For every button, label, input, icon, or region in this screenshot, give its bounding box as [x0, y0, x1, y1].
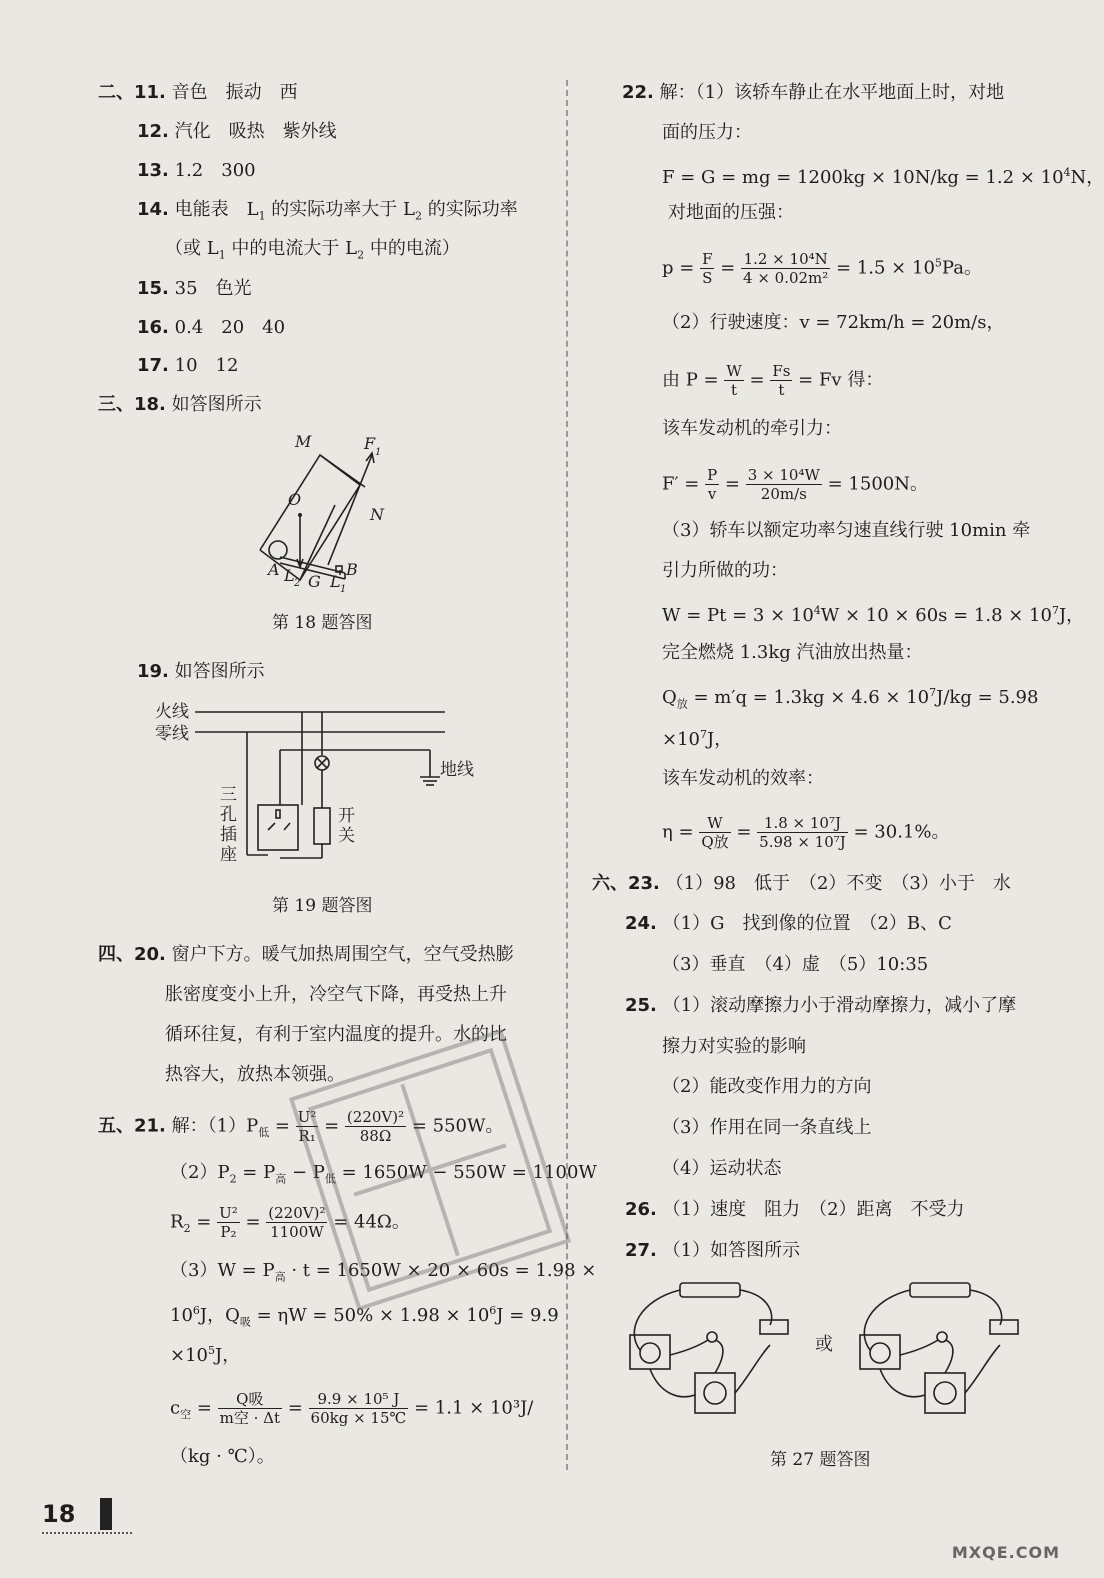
answer-22-line8: 该车发动机的牵引力：: [662, 418, 842, 439]
answer-27: 27. （1）如答图所示: [625, 1240, 801, 1261]
answer-20: 四、20. 窗户下方。暖气加热周围空气，空气受热膨: [98, 944, 514, 965]
label-F1: F: [364, 434, 376, 453]
label-ground-wire: 地线: [440, 760, 474, 780]
answer-26: 26. （1）速度 阻力 （2）距离 不受力: [625, 1199, 965, 1220]
site-watermark: [900, 1500, 1070, 1570]
answer-22-line15: $\times 10^7J$，: [662, 728, 733, 750]
page-number: 18: [42, 1500, 76, 1528]
label-neutral-wire: 零线: [155, 724, 189, 744]
answer-21-line5: $10^6J$，$Q_吸 = \eta W = 50\% \times 1.98 \times 10^6J = 9.9$: [170, 1304, 559, 1329]
answer-22-line4: 对地面的压强：: [668, 202, 794, 223]
answer-19: 19. 如答图所示: [137, 661, 265, 682]
label-socket-3: 插: [220, 825, 237, 845]
page-dots: [42, 1532, 132, 1534]
answer-16: 16. 0.4 20 40: [137, 317, 286, 338]
fig19-circuit-diagram: [150, 695, 480, 885]
answer-24-line2: （3）垂直 （4）虚 （5）10:35: [662, 954, 929, 975]
answer-22-line7: 由 P = $\frac{W}{t}$ = $\frac{Fs}{t}$ = Fv 得：: [662, 362, 884, 399]
answer-21-line4: $(3)W = P_高 \cdot t = 1650W \times 20 \times 60s = 1.98$ ×: [170, 1260, 597, 1284]
label-N: N: [370, 505, 384, 524]
answer-24: 24. （1）G 找到像的位置 （2）B、C: [625, 913, 952, 934]
label-L2-sub: 2: [294, 578, 301, 589]
answer-18: 三、18. 如答图所示: [98, 394, 262, 415]
answer-22-line12: $W = Pt = 3 \times 10^4W \times 10 \times 60s = 1.8 \times 10^7J$，: [662, 604, 1085, 626]
label-socket-1: 三: [220, 785, 237, 805]
watermark-url: MXQE.COM: [951, 1543, 1060, 1562]
answer-22-line17: η = $\frac{W}{\text{Q放}}$ = $\frac{\text{1.8 × 10⁷J}}{\text{5.98 × 10⁷J}}$ = 30.1%。: [662, 814, 950, 851]
answer-22-line10: （3）轿车以额定功率匀速直线行驶 10min 牵: [662, 520, 1031, 541]
answer-12: 12. 汽化 吸热 紫外线: [137, 121, 337, 142]
answer-25-line3: （2）能改变作用力的方向: [662, 1076, 872, 1097]
answer-22-line14: $Q_放 = m'q = 1.3kg \times 4.6 \times 10^7J/kg = 5.98$: [662, 686, 1039, 711]
fig27-caption: 第 27 题答图: [770, 1450, 871, 1470]
answer-22-line3: F = G = mg = $1200kg \times 10N/kg = 1.2 \times 10^4N$，: [662, 166, 1104, 188]
answer-20-line2: 胀密度变小上升，冷空气下降，再受热上升: [165, 984, 507, 1005]
label-L2: L: [284, 566, 295, 585]
label-L1-sub: 1: [340, 584, 347, 595]
answer-22-line9: F′ = $\frac{P}{v}$ = $\frac{\text{3 × 10⁴W}}{20m/s}$ = 1500N。: [662, 466, 928, 503]
label-L1: L: [330, 572, 341, 591]
fig27-circuit-diagrams: [620, 1275, 1040, 1440]
answer-21-line7: $c_空$ = $\frac{\text{Q吸}}{\text{m空 · Δt}}$ = $\frac{\text{9.9 × 10⁵ J}}{60kg \times 15℃}$ = 1.1 × 10³J/: [170, 1390, 534, 1427]
answer-13: 13. 1.2 300: [137, 160, 256, 181]
answer-17: 17. 10 12: [137, 355, 239, 376]
answer-22-line6: （2）行驶速度：v = 72km/h = 20m/s，: [662, 312, 1005, 333]
answer-25-line5: （4）运动状态: [662, 1158, 782, 1179]
answer-22-line13: 完全燃烧 1.3kg 汽油放出热量：: [662, 642, 923, 663]
answer-21-line3: $R_2$ = $\frac{\text{U²}}{\text{P₂}}$ = $\frac{\text{(220V)²}}{1100W}$ = 44Ω。: [170, 1204, 410, 1241]
answer-22-line2: 面的压力：: [662, 122, 752, 143]
answer-21-line2: $(2)P_2 = P_高 - P_低 = 1650W - 550W = 1100W$: [170, 1162, 597, 1186]
label-G: G: [308, 572, 321, 591]
answer-22-line1: 22. 解：（1）该轿车静止在水平地面上时，对地: [622, 82, 1005, 103]
answer-15: 15. 35 色光: [137, 278, 252, 299]
fig19-caption: 第 19 题答图: [272, 896, 373, 916]
answer-14-cont: （或 $L_1$ 中的电流大于 $L_2$ 中的电流）: [165, 238, 460, 262]
answer-11: 二、11. 音色 振动 西: [98, 82, 298, 103]
label-or: 或: [815, 1334, 833, 1355]
answer-21-line6: $\times 10^5J$，: [170, 1344, 241, 1366]
stamp-watermark: [290, 1020, 570, 1320]
label-B: B: [346, 560, 358, 579]
page-number-bar: [100, 1498, 112, 1530]
answer-25-line2: 擦力对实验的影响: [662, 1036, 806, 1057]
answer-23: 六、23. （1）98 低于 （2）不变 （3）小于 水: [592, 873, 1011, 894]
label-M: M: [295, 432, 312, 451]
answer-25-line4: （3）作用在同一条直线上: [662, 1117, 872, 1138]
answer-14: 14. 电能表 $L_1$ 的实际功率大于 $L_2$ 的实际功率: [137, 199, 518, 223]
answer-22-line11: 引力所做的功：: [662, 560, 788, 581]
label-switch-1: 开: [338, 806, 355, 826]
label-socket-4: 座: [220, 845, 237, 865]
fig18-lever-diagram: [240, 425, 440, 605]
label-switch-2: 关: [338, 826, 355, 846]
answer-22-line5: p = $\frac{F}{S}$ = $\frac{\text{1.2 × 10⁴N}}{\text{4 × 0.02m²}}$ = $1.5 \times 10^5Pa$。: [662, 250, 982, 287]
answer-22-line16: 该车发动机的效率：: [662, 768, 824, 789]
label-socket-2: 孔: [220, 805, 237, 825]
label-A: A: [268, 560, 280, 579]
label-F1-sub: 1: [375, 447, 382, 458]
answer-25: 25. （1）滚动摩擦力小于滑动摩擦力，减小了摩: [625, 995, 1017, 1016]
label-live-wire: 火线: [155, 702, 189, 722]
answer-21-line1: 五、21. 解：$(1)P_低$ = $\frac{\text{U²}}{\text{R₁}}$ = $\frac{\text{(220V)²}}{88\Omega}$ = 550W。: [98, 1108, 504, 1145]
answer-20-line4: 热容大，放热本领强。: [165, 1064, 345, 1085]
answer-21-line8: （kg · ℃）。: [170, 1446, 275, 1467]
label-O: O: [288, 490, 302, 509]
answer-20-line3: 循环往复，有利于室内温度的提升。水的比: [165, 1024, 507, 1045]
fig18-caption: 第 18 题答图: [272, 613, 373, 633]
